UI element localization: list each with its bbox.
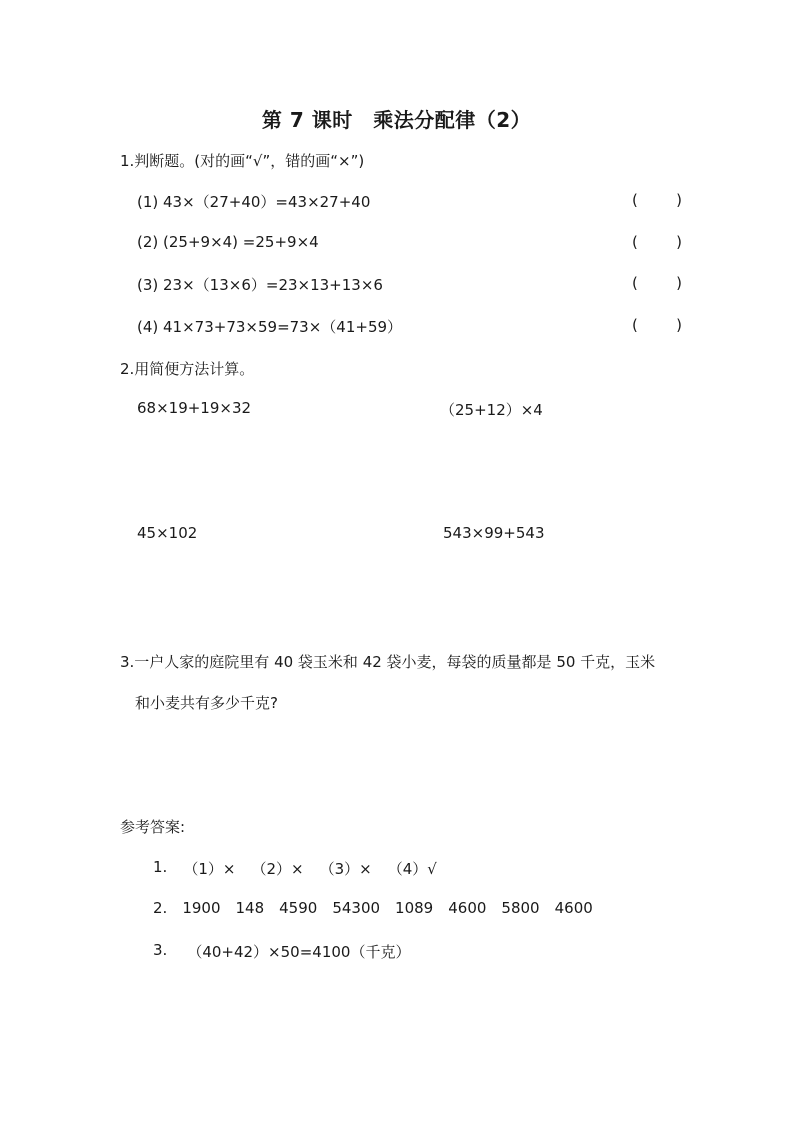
q3-text-line-2: 和小麦共有多少千克? xyxy=(135,694,278,712)
answer-value: 148 xyxy=(235,899,265,917)
q2-heading: 2.用简便方法计算。 xyxy=(120,360,255,378)
answer-3 xyxy=(153,941,410,962)
answer-2 xyxy=(153,899,593,917)
answer-value: （40+42）×50=4100（千克） xyxy=(187,943,411,961)
paren-left: ( xyxy=(632,233,638,251)
q2-expr-2: （25+12）×4 xyxy=(440,401,543,419)
q2-expr-4: 543×99+543 xyxy=(443,524,545,542)
answer-value: 4600 xyxy=(448,899,487,917)
q1-heading: 1.判断题。(对的画“√”，错的画“×”) xyxy=(120,152,365,170)
q1-item-1: (1) 43×（27+40）=43×27+40 xyxy=(137,193,371,211)
answer-number: 2. xyxy=(153,899,168,917)
q1-answer-blank-3 xyxy=(632,274,682,292)
paren-left: ( xyxy=(632,274,638,292)
paren-right: ) xyxy=(676,316,682,334)
answer-value: 1089 xyxy=(395,899,434,917)
q1-answer-blank-4 xyxy=(632,316,682,334)
answer-number: 3. xyxy=(153,941,168,959)
answer-value: 4600 xyxy=(554,899,593,917)
answer-value: 1900 xyxy=(182,899,221,917)
q1-answer-blank-2 xyxy=(632,233,682,251)
q2-expr-3: 45×102 xyxy=(137,524,198,542)
answer-value: （4）√ xyxy=(387,860,437,878)
paren-right: ) xyxy=(676,274,682,292)
answer-number: 1. xyxy=(153,858,168,876)
paren-left: ( xyxy=(632,316,638,334)
answer-value: （1）× xyxy=(183,860,236,878)
paren-right: ) xyxy=(676,191,682,209)
q2-expr-1: 68×19+19×32 xyxy=(137,399,252,417)
q1-answer-blank-1 xyxy=(632,191,682,209)
q1-item-3: (3) 23×（13×6）=23×13+13×6 xyxy=(137,276,383,294)
answer-value: 5800 xyxy=(501,899,540,917)
answers-heading: 参考答案: xyxy=(120,818,186,836)
q3-text-line-1: 3.一户人家的庭院里有 40 袋玉米和 42 袋小麦，每袋的质量都是 50 千克，玉米 xyxy=(120,653,656,671)
answer-1 xyxy=(153,858,437,879)
answer-value: 54300 xyxy=(332,899,381,917)
paren-left: ( xyxy=(632,191,638,209)
answer-value: （3）× xyxy=(319,860,372,878)
answer-value: （2）× xyxy=(251,860,304,878)
answer-value: 4590 xyxy=(279,899,318,917)
q1-item-4: (4) 41×73+73×59=73×（41+59） xyxy=(137,318,403,336)
q1-item-2: (2) (25+9×4) =25+9×4 xyxy=(137,233,319,251)
page-title: 第 7 课时 乘法分配律（2） xyxy=(261,108,532,132)
paren-right: ) xyxy=(676,233,682,251)
